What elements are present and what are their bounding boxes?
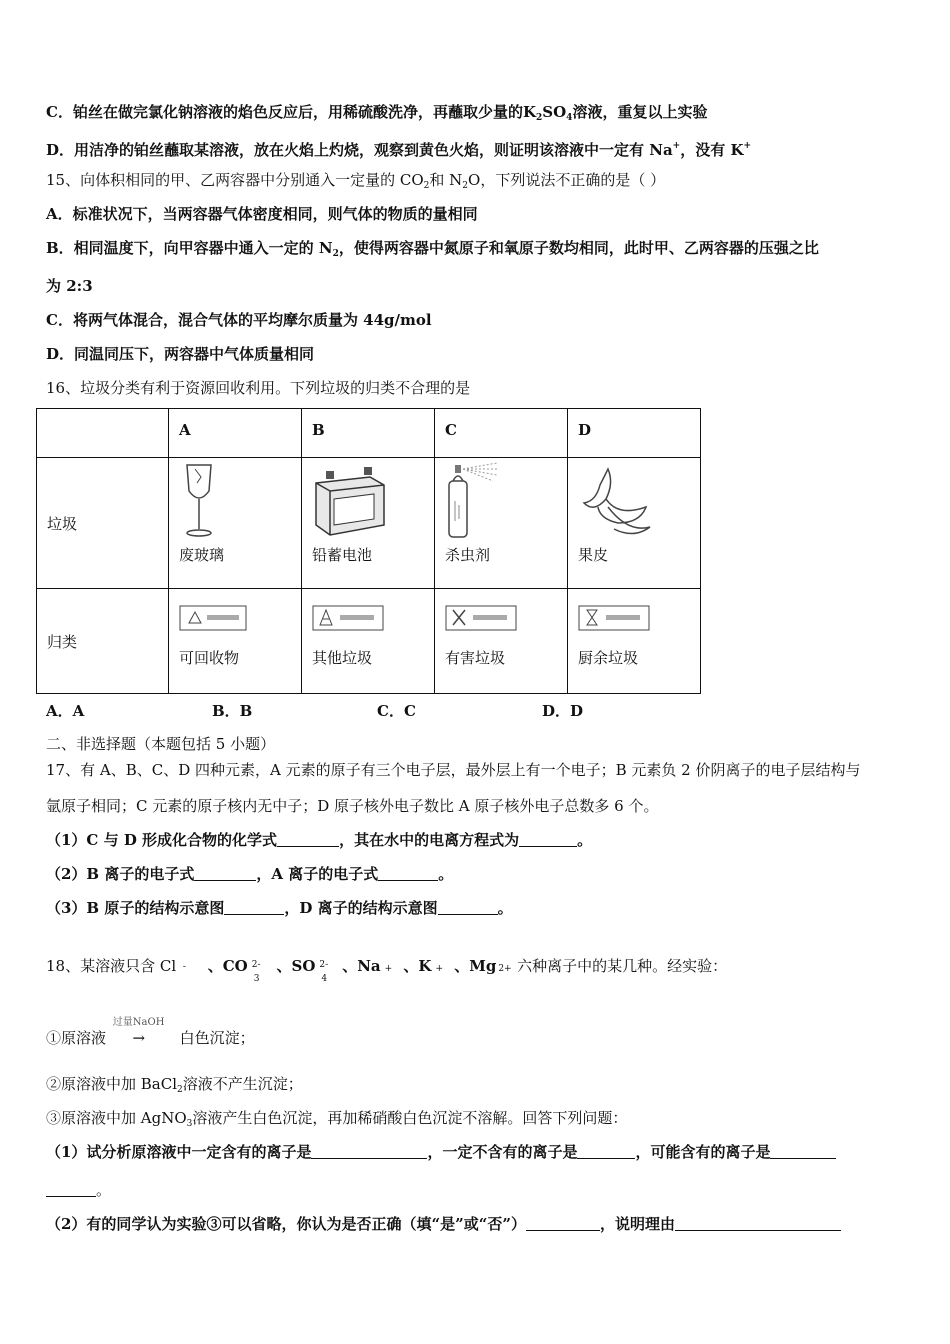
q18-part1-cont: 。 — [46, 1180, 111, 1200]
answer-blank[interactable] — [378, 866, 438, 881]
row-label-garbage: 垃圾 — [37, 458, 169, 589]
q17-stem-line1: 17、有 A、B、C、D 四种元素，A 元素的原子有三个电子层，最外层上有一个电子；B 元素负 2 价阴离子的电子层结构与 — [46, 761, 861, 779]
item-label: 果皮 — [578, 546, 609, 564]
answer-blank[interactable] — [46, 1182, 96, 1197]
item-label: 废玻璃 — [179, 546, 225, 564]
header-d: D — [568, 409, 701, 458]
answer-blank[interactable] — [770, 1144, 836, 1159]
category-label: 有害垃圾 — [445, 649, 506, 667]
answer-blank[interactable] — [438, 900, 498, 915]
cell-battery — [302, 458, 435, 589]
q15-option-c: C．将两气体混合，混合气体的平均摩尔质量为 44g/mol — [46, 311, 432, 329]
q18-experiment-2: ②原溶液中加 BaCl$_2$溶液不产生沉淀； — [46, 1075, 303, 1095]
q18-part1: （1）试分析原溶液中一定含有的离子是 ，一定不含有的离子是 ，可能含有的离子是 — [46, 1142, 836, 1162]
cell-glass — [169, 458, 302, 589]
q14-option-d: D．用洁净的铂丝蘸取某溶液，放在火焰上灼烧，观察到黄色火焰，则证明该溶液中一定有 Na+，没有 K+ — [46, 141, 752, 159]
section-heading: 二、非选择题（本题包括 5 小题） — [46, 735, 276, 753]
q16-option-b: B．B — [212, 702, 253, 720]
reaction-arrow: → — [132, 1029, 146, 1047]
category-label: 其他垃圾 — [312, 649, 373, 667]
q15-stem: 15、向体积相同的甲、乙两容器中分别通入一定量的 $CO_2$和 $N_2O$，下列说法不正确的是（ ） — [46, 171, 666, 191]
answer-blank[interactable] — [519, 832, 577, 847]
answer-blank[interactable] — [675, 1216, 841, 1231]
answer-blank[interactable] — [311, 1144, 427, 1159]
banana-peel-icon — [578, 458, 690, 544]
q18-experiment-1: ①原溶液 过量NaOH → 白色沉淀； — [46, 1028, 255, 1048]
header-b: B — [302, 409, 435, 458]
answer-blank[interactable] — [194, 866, 256, 881]
cell-kitchen — [568, 589, 701, 694]
q18-experiment-3: ③原溶液中加 AgNO$_3$溶液产生白色沉淀，再加稀硝酸白色沉淀不溶解。回答下列问题： — [46, 1109, 628, 1129]
q17-part1: （1）C 与 D 形成化合物的化学式 ，其在水中的电离方程式为 。 — [46, 831, 593, 849]
q16-option-d: D．D — [542, 702, 584, 720]
cell-recyclable — [169, 589, 302, 694]
other-waste-sign-icon — [312, 589, 424, 647]
battery-icon — [312, 458, 424, 544]
cell-insecticide — [435, 458, 568, 589]
recyclable-sign-icon — [179, 589, 291, 647]
q18-part2: （2）有的同学认为实验③可以省略，你认为是否正确（填“是”或“否”） ，说明理由 — [46, 1214, 841, 1234]
q15-option-b: B．相同温度下，向甲容器中通入一定的 $N_2$，使得两容器中氮原子和氧原子数均相同，此时甲、乙两容器的压强之比 — [46, 239, 819, 259]
answer-blank[interactable] — [577, 1144, 635, 1159]
q17-part3: （3）B 原子的结构示意图 ，D 离子的结构示意图 。 — [46, 899, 513, 917]
wine-glass-icon — [179, 458, 291, 544]
cell-peel — [568, 458, 701, 589]
kitchen-waste-sign-icon — [578, 589, 690, 647]
item-label: 铅蓄电池 — [312, 546, 373, 564]
q15-option-d: D．同温同压下，两容器中气体质量相同 — [46, 345, 315, 363]
category-label: 可回收物 — [179, 649, 240, 667]
q16-stem: 16、垃圾分类有利于资源回收利用。下列垃圾的归类不合理的是 — [46, 379, 471, 397]
cell-other — [302, 589, 435, 694]
q17-part2: （2）B 离子的电子式 ，A 离子的电子式 。 — [46, 865, 454, 883]
q16-option-a: A．A — [46, 702, 85, 720]
row-label-category: 归类 — [37, 589, 169, 694]
q14-option-c: C．铂丝在做完氯化钠溶液的焰色反应后，用稀硫酸洗净，再蘸取少量的$K_2SO_4$溶液，重复以上实验 — [46, 103, 708, 123]
q16-option-c: C．C — [377, 702, 416, 720]
table-corner — [37, 409, 169, 458]
cell-hazardous — [435, 589, 568, 694]
answer-blank[interactable] — [526, 1216, 600, 1231]
spray-can-icon — [445, 458, 557, 544]
answer-blank[interactable] — [224, 900, 284, 915]
q15-option-b-cont: 为 2:3 — [46, 277, 93, 295]
category-label: 厨余垃圾 — [578, 649, 639, 667]
item-label: 杀虫剂 — [445, 546, 491, 564]
q15-option-a: A．标准状况下，当两容器气体密度相同，则气体的物质的量相同 — [46, 205, 478, 223]
garbage-table — [36, 408, 701, 694]
header-c: C — [435, 409, 568, 458]
q18-stem: 18、某溶液只含 Cl - 、CO 2- 3 、SO 2- 4 、Na + 、K + 、Mg 2+ 六种离子中的某几种。经实验： — [46, 957, 728, 984]
hazardous-sign-icon — [445, 589, 557, 647]
q17-stem-line2: 氩原子相同；C 元素的原子核内无中子；D 原子核外电子数比 A 原子核外电子总数多 6 个。 — [46, 797, 659, 815]
header-a: A — [169, 409, 302, 458]
reaction-condition: 过量NaOH — [112, 1017, 165, 1028]
answer-blank[interactable] — [277, 832, 339, 847]
